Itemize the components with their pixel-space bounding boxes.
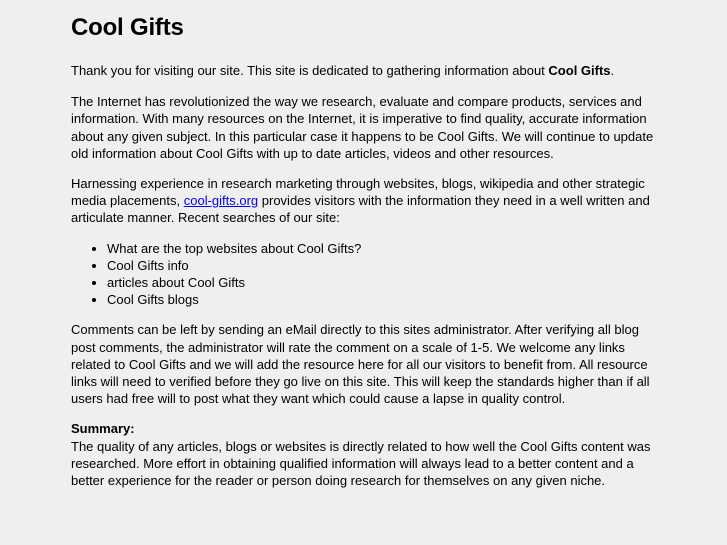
intro-text: Thank you for visiting our site. This site is dedicated to gathering information about xyxy=(71,63,549,78)
research-text-end: provides visitors with the information they need in a well written and articulate manner. Recent searches of our site: xyxy=(71,193,650,226)
list-item: • What are the top websites about Cool Gifts? xyxy=(107,240,656,257)
list-item: • Cool Gifts blogs xyxy=(107,291,656,308)
intro-paragraph xyxy=(71,62,656,79)
page-content xyxy=(71,0,656,489)
list-item: • Cool Gifts info xyxy=(107,257,656,274)
research-text: Harnessing experience in research marketing through websites, blogs, wikipedia and other strategic media placements, xyxy=(71,176,645,209)
summary-heading: Summary: xyxy=(71,421,135,437)
intro-text-end: . xyxy=(610,63,615,78)
research-paragraph xyxy=(71,175,656,227)
summary-paragraph: The quality of any articles, blogs or websites is directly related to how well the Cool Gifts content was researched. More effort in obtaining qualified information will always lead to a better content and a better experience for the reader or person doing research for themselves on any given niche. xyxy=(71,438,651,489)
page-title: Cool Gifts xyxy=(71,14,184,41)
intro-bold-keyword: Cool Gifts xyxy=(548,63,611,78)
internet-paragraph: The Internet has revolutionized the way we research, evaluate and compare products, services and information. With many resources on the Internet, it is imperative to find quality, accurate information about any given subject. In this particular case it happens to be Cool Gifts. We will continue to update old information about Cool Gifts with up to date articles, videos and other resources. xyxy=(71,94,654,161)
recent-searches-list xyxy=(71,240,656,309)
site-link[interactable]: cool-gifts.org xyxy=(183,193,259,209)
comments-paragraph: Comments can be left by sending an eMail directly to this sites administrator. After verifying all blog post comments, the administrator will rate the comment on a scale of 1-5. We welcome any links related to Cool Gifts and we will add the resource here for all our visitors to benefit from. All resource links will need to verified before they go live on this site. This will keep the standards higher than if all users had free will to post what they want which could cause a lapse in quality control. xyxy=(71,322,650,407)
list-item: • articles about Cool Gifts xyxy=(107,274,656,291)
